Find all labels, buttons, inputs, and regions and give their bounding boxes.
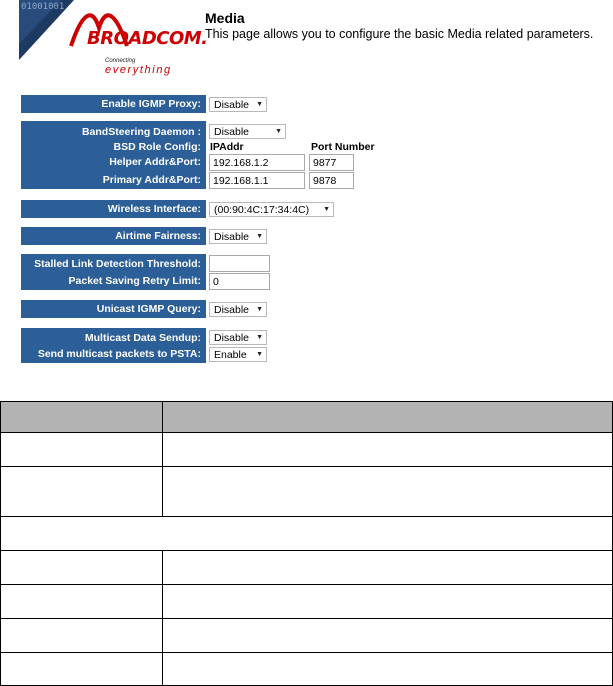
band-steering-value: Disable: [214, 126, 250, 138]
logo-tagline: everything: [105, 64, 172, 76]
dropdown-arrow-icon: ▼: [256, 334, 263, 341]
packet-saving-retry-label: Packet Saving Retry Limit:: [68, 275, 201, 287]
wireless-interface-label-bar: [21, 200, 206, 218]
multicast-label-bar: [21, 328, 206, 363]
band-steering-select[interactable]: [209, 124, 286, 139]
stalled-link-label-bar: [21, 254, 206, 290]
table-row-divider: [0, 550, 613, 551]
airtime-fairness-select[interactable]: [209, 229, 267, 244]
port-number-column-header: Port Number: [311, 141, 375, 153]
helper-port-value: 9877: [313, 157, 337, 169]
ipaddr-column-header: IPAddr: [210, 141, 244, 153]
bsd-role-label: BSD Role Config:: [113, 141, 201, 153]
packet-saving-retry-value: 0: [213, 276, 219, 288]
broadcom-logo: [19, 0, 208, 80]
table-border-left: [0, 401, 1, 686]
multicast-psta-select[interactable]: [209, 347, 267, 362]
helper-ip-value: 192.168.1.2: [213, 157, 269, 169]
primary-port-input[interactable]: [309, 172, 354, 189]
airtime-fairness-value: Disable: [214, 231, 250, 243]
dropdown-arrow-icon: ▼: [256, 233, 263, 240]
band-steering-label: BandSteering Daemon :: [81, 126, 201, 138]
packet-saving-retry-input[interactable]: [209, 273, 270, 290]
primary-port-value: 9878: [313, 175, 337, 187]
logo-wordmark: BROADCOM.: [87, 28, 208, 49]
igmp-proxy-select[interactable]: [209, 97, 267, 112]
helper-ip-input[interactable]: [209, 154, 305, 171]
stalled-link-threshold-input[interactable]: [209, 255, 270, 272]
dropdown-arrow-icon: ▼: [256, 101, 263, 108]
dropdown-arrow-icon: ▼: [323, 206, 330, 213]
page-title: Media: [205, 10, 245, 26]
table-row-divider: [0, 584, 613, 585]
helper-addr-label: Helper Addr&Port:: [109, 156, 201, 168]
airtime-fairness-label: Airtime Fairness:: [115, 230, 201, 242]
multicast-psta-value: Enable: [214, 349, 247, 361]
page-description: This page allows you to configure the basic Media related parameters.: [205, 27, 594, 41]
dropdown-arrow-icon: ▼: [275, 128, 282, 135]
multicast-sendup-select[interactable]: [209, 330, 267, 345]
band-steering-label-bar: [21, 121, 206, 189]
primary-ip-input[interactable]: [209, 172, 305, 189]
wireless-interface-label: Wireless Interface:: [107, 203, 201, 215]
table-row-divider: [0, 618, 613, 619]
helper-port-input[interactable]: [309, 154, 354, 171]
igmp-proxy-label: Enable IGMP Proxy:: [101, 98, 201, 110]
igmp-proxy-label-bar: [21, 95, 206, 113]
multicast-psta-label: Send multicast packets to PSTA:: [37, 348, 201, 360]
multicast-sendup-label: Multicast Data Sendup:: [84, 332, 201, 344]
unicast-igmp-label: Unicast IGMP Query:: [96, 303, 201, 315]
unicast-igmp-label-bar: [21, 300, 206, 318]
multicast-sendup-value: Disable: [214, 332, 250, 344]
logo-digits: 01001001: [21, 2, 65, 12]
table-row-divider: [0, 516, 613, 517]
table-column-divider: [162, 401, 163, 516]
table-column-divider: [162, 550, 163, 686]
wireless-interface-value: (00:90:4C:17:34:4C): [214, 204, 310, 216]
table-row-divider: [0, 652, 613, 653]
igmp-proxy-value: Disable: [214, 99, 250, 111]
table-row-divider: [0, 466, 613, 467]
stalled-link-label: Stalled Link Detection Threshold:: [34, 258, 201, 270]
table-border-top: [0, 401, 613, 402]
airtime-fairness-label-bar: [21, 227, 206, 245]
unicast-igmp-select[interactable]: [209, 302, 267, 317]
logo-connecting-text: Connecting: [105, 58, 136, 64]
primary-addr-label: Primary Addr&Port:: [102, 174, 201, 186]
table-row-divider: [0, 432, 613, 433]
unicast-igmp-value: Disable: [214, 304, 250, 316]
table-header-row: [0, 401, 613, 432]
primary-ip-value: 192.168.1.1: [213, 175, 269, 187]
dropdown-arrow-icon: ▼: [256, 306, 263, 313]
dropdown-arrow-icon: ▼: [256, 351, 263, 358]
wireless-interface-select[interactable]: [209, 202, 334, 217]
